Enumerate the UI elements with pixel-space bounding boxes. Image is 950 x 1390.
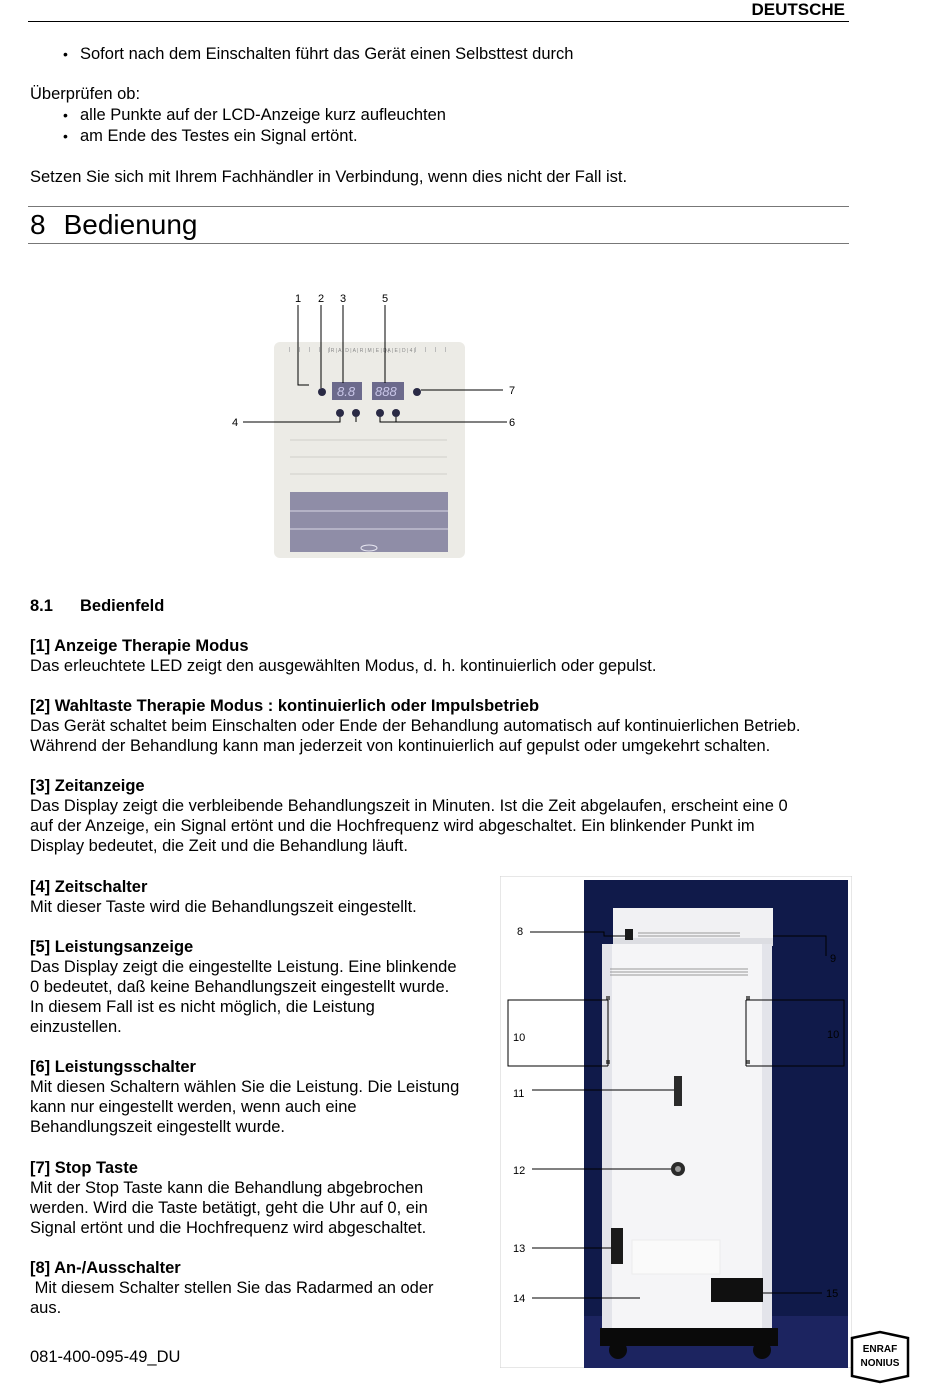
item-line: Das Display zeigt die eingestellte Leistung. Eine blinkende — [30, 958, 457, 976]
back-callout-10-left: 10 — [513, 1032, 526, 1044]
callout-3: 3 — [340, 293, 347, 305]
logo-line-2: NONIUS — [860, 1358, 900, 1369]
item-line: Mit diesem Schalter stellen Sie das Radarmed an oder — [30, 1279, 434, 1297]
item-title: [2] Wahltaste Therapie Modus : kontinuierlich oder Impulsbetrieb — [30, 697, 540, 715]
power-switch — [625, 929, 633, 940]
back-callout-8: 8 — [517, 926, 524, 938]
item-4 — [30, 877, 417, 917]
check-label: Überprüfen ob: — [30, 85, 141, 103]
item-line: kann nur eingestellt werden, wenn auch eine — [30, 1098, 357, 1116]
stop-button — [413, 388, 421, 396]
subsection-name: Bedienfeld — [80, 597, 165, 615]
section-number: 8 — [30, 209, 46, 240]
check-list — [30, 105, 446, 146]
item-line: Behandlungszeit eingestellt wurde. — [30, 1118, 286, 1136]
item-line: Mit diesen Schaltern wählen Sie die Leistung. Die Leistung — [30, 1078, 460, 1096]
back-callout-9: 9 — [830, 953, 837, 965]
item-line: einzustellen. — [30, 1018, 122, 1036]
panel-model-marking: | A | E | D | 4 | — [385, 348, 416, 354]
item-title: [8] An-/Ausschalter — [30, 1259, 181, 1277]
device-top-unit — [613, 908, 773, 942]
control-panel-figure — [225, 285, 535, 560]
item-6 — [30, 1057, 459, 1137]
device-back-figure — [500, 876, 852, 1368]
item-line: Das erleuchtete LED zeigt den ausgewählten Modus, d. h. kontinuierlich oder gepulst. — [30, 657, 657, 675]
power-button-down — [376, 409, 384, 417]
item-7 — [30, 1158, 428, 1238]
wheel-left — [609, 1341, 627, 1359]
header-language: DEUTSCHE — [751, 0, 845, 19]
callout-4: 4 — [232, 417, 239, 429]
back-callout-13: 13 — [513, 1243, 526, 1255]
item-line: Mit der Stop Taste kann die Behandlung abgebrochen — [30, 1179, 424, 1197]
item-line: In diesem Fall ist es nicht möglich, die Leistung — [30, 998, 375, 1016]
callout-1: 1 — [295, 293, 302, 305]
item-line: werden. Wird die Taste betätigt, geht die Uhr auf 0, ein — [30, 1199, 428, 1217]
header-rule — [28, 21, 849, 22]
time-display-value: 8.8 — [337, 384, 356, 399]
item-title: [5] Leistungsanzeige — [30, 938, 194, 956]
item-3 — [30, 776, 788, 856]
item-line: Display bedeutet, die Zeit und die Behandlung läuft. — [30, 837, 408, 855]
wheel-right — [753, 1341, 771, 1359]
item-line: Signal ertönt und die Hochfrequenz wird abgeschaltet. — [30, 1219, 427, 1237]
power-display-value: 888 — [375, 384, 397, 399]
panel-brand-marking: | R | A | D | A | R | M | E | D | — [328, 348, 390, 354]
item-1 — [30, 636, 656, 676]
mains-inlet — [711, 1278, 763, 1302]
subsection-title — [30, 596, 164, 616]
item-line: 0 bedeutet, daß keine Behandlungszeit eingestellt wurde. — [30, 978, 450, 996]
enraf-nonius-logo — [848, 1330, 912, 1384]
connector-panel — [611, 1228, 623, 1264]
item-2 — [30, 696, 800, 756]
section-name: Bedienung — [63, 209, 198, 240]
subsection-number: 8.1 — [30, 597, 53, 615]
selftest-bullet: • Sofort nach dem Einschalten führt das Gerät einen Selbsttest durch — [30, 44, 573, 64]
item-line: Mit dieser Taste wird die Behandlungszeit eingestellt. — [30, 898, 417, 916]
label-plate — [632, 1240, 720, 1274]
section-title — [30, 210, 197, 240]
device-base — [600, 1328, 778, 1346]
item-8 — [30, 1258, 434, 1318]
item-title: [4] Zeitschalter — [30, 878, 148, 896]
item-title: [6] Leistungsschalter — [30, 1058, 196, 1076]
item-line: aus. — [30, 1299, 62, 1317]
back-callout-14: 14 — [513, 1293, 526, 1305]
check-item: • am Ende des Testes ein Signal ertönt. — [30, 126, 446, 146]
section-rule-top — [28, 206, 849, 207]
section-rule-bottom — [28, 243, 849, 244]
panel-lower-band — [290, 492, 448, 552]
callout-5: 5 — [382, 293, 389, 305]
check-item: • alle Punkte auf der LCD-Anzeige kurz aufleuchten — [30, 105, 446, 125]
back-callout-10-right: 10 — [827, 1029, 840, 1041]
selftest-list — [30, 44, 573, 64]
back-callout-11: 11 — [513, 1088, 525, 1100]
callout-7: 7 — [509, 385, 516, 397]
back-callout-15: 15 — [826, 1288, 839, 1300]
back-callout-12: 12 — [513, 1165, 526, 1177]
item-title: [3] Zeitanzeige — [30, 777, 145, 795]
item-line: Während der Behandlung kann man jederzeit von kontinuierlich auf gepulst oder umgekehrt schalten. — [30, 737, 771, 755]
mode-button — [318, 388, 326, 396]
time-button-up — [352, 409, 360, 417]
item-title: [7] Stop Taste — [30, 1159, 138, 1177]
item-line: auf der Anzeige, ein Signal ertönt und die Hochfrequenz wird abgeschaltet. Ein blinkender Punkt im — [30, 817, 755, 835]
logo-line-1: ENRAF — [862, 1344, 898, 1355]
item-line: Das Gerät schaltet beim Einschalten oder Ende der Behandlung automatisch auf kontinuierlichen Betrieb. — [30, 717, 801, 735]
power-button-up — [392, 409, 400, 417]
cable-holder — [674, 1076, 682, 1106]
footer-doc-number: 081-400-095-49_DU — [30, 1348, 181, 1366]
callout-6: 6 — [509, 417, 516, 429]
item-title: [1] Anzeige Therapie Modus — [30, 637, 249, 655]
callout-2: 2 — [318, 293, 325, 305]
item-5 — [30, 937, 457, 1037]
time-button-down — [336, 409, 344, 417]
dealer-note: Setzen Sie sich mit Ihrem Fachhändler in Verbindung, wenn dies nicht der Fall ist. — [30, 168, 628, 186]
item-line: Das Display zeigt die verbleibende Behandlungszeit in Minuten. Ist die Zeit abgelaufen, erscheint eine 0 — [30, 797, 788, 815]
